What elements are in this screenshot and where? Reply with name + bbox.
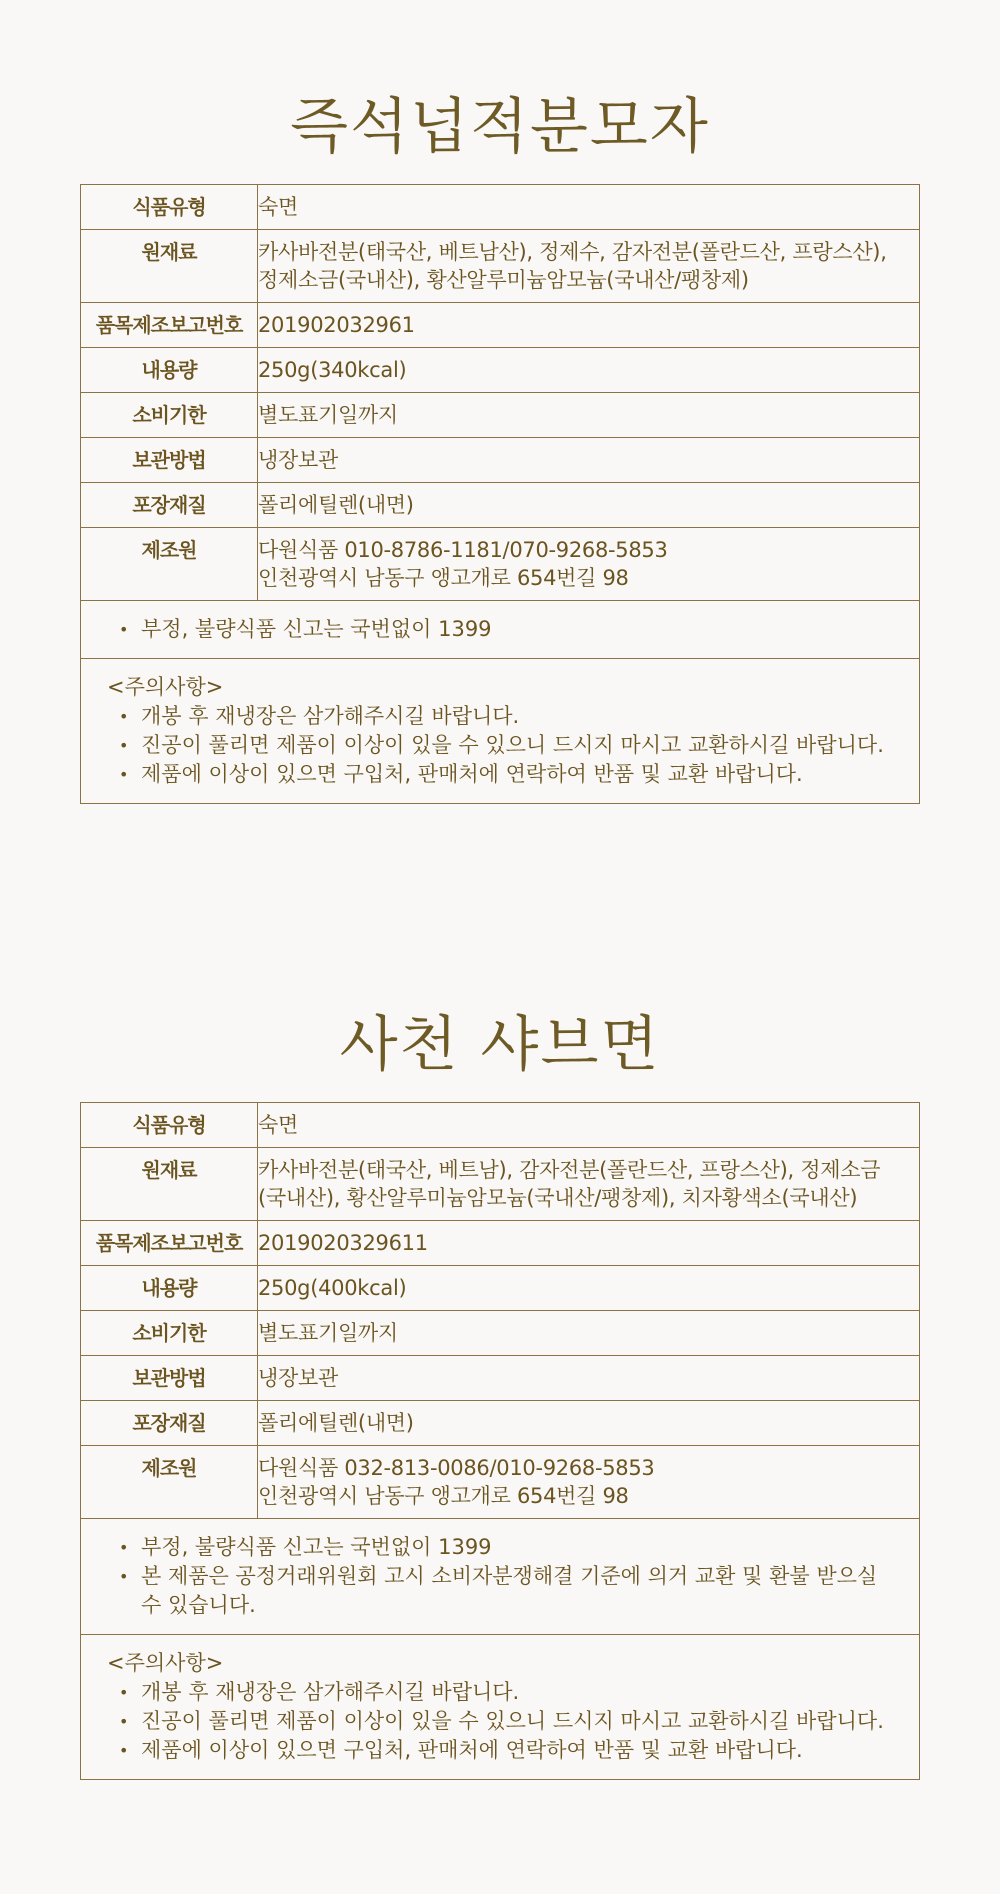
info-row	[81, 393, 920, 438]
caution-cell	[81, 659, 920, 804]
info-value-line: 정제소금(국내산), 황산알루미늄암모늄(국내산/팽창제)	[258, 268, 749, 292]
caution-cell	[81, 1635, 920, 1780]
info-rows	[81, 185, 920, 601]
info-value-line: 별도표기일까지	[258, 403, 398, 427]
info-label: 제조원	[81, 528, 258, 601]
product-section-2	[80, 1010, 920, 1780]
info-value-line: 냉장보관	[258, 1366, 338, 1390]
notice-row	[81, 601, 920, 659]
bullet-item: • 본 제품은 공정거래위원회 고시 소비자분쟁해결 기준에 의거 교환 및 환불 받으실 수 있습니다.	[107, 1562, 895, 1620]
info-row	[81, 1446, 920, 1519]
info-value	[258, 528, 920, 601]
caution-list	[107, 1678, 895, 1765]
info-value-line: 카사바전분(태국산, 베트남), 감자전분(폴란드산, 프랑스산), 정제소금	[258, 1158, 881, 1182]
caution-title: <주의사항>	[107, 1651, 224, 1675]
product-info-table	[80, 1102, 920, 1780]
info-label: 소비기한	[81, 393, 258, 438]
info-row	[81, 1221, 920, 1266]
info-label: 식품유형	[81, 185, 258, 230]
notice-row	[81, 1519, 920, 1635]
info-label: 내용량	[81, 1266, 258, 1311]
notice-list	[107, 615, 895, 644]
info-label: 식품유형	[81, 1103, 258, 1148]
product-title: 즉석넙적분모자	[290, 92, 710, 162]
info-value	[258, 1221, 920, 1266]
bullet-item: • 진공이 풀리면 제품이 이상이 있을 수 있으니 드시지 마시고 교환하시길 바랍니다.	[107, 731, 895, 760]
info-label: 소비기한	[81, 1311, 258, 1356]
info-label: 원재료	[81, 230, 258, 303]
info-value-line: 카사바전분(태국산, 베트남산), 정제수, 감자전분(폴란드산, 프랑스산),	[258, 240, 887, 264]
info-label: 내용량	[81, 348, 258, 393]
info-value-line: 250g(340kcal)	[258, 358, 407, 382]
info-value-line: 인천광역시 남동구 앵고개로 654번길 98	[258, 566, 629, 590]
info-row	[81, 1356, 920, 1401]
bullet-item: • 개봉 후 재냉장은 삼가해주시길 바랍니다.	[107, 1678, 895, 1707]
info-value-line: 250g(400kcal)	[258, 1276, 407, 1300]
info-value	[258, 1266, 920, 1311]
info-value	[258, 393, 920, 438]
info-value	[258, 185, 920, 230]
info-label: 포장재질	[81, 1401, 258, 1446]
bullet-item: • 진공이 풀리면 제품이 이상이 있을 수 있으니 드시지 마시고 교환하시길 바랍니다.	[107, 1707, 895, 1736]
info-row	[81, 438, 920, 483]
info-value-line: 다원식품 010-8786-1181/070-9268-5853	[258, 538, 668, 562]
info-row	[81, 1401, 920, 1446]
info-value	[258, 1103, 920, 1148]
bullet-item: • 제품에 이상이 있으면 구입처, 판매처에 연락하여 반품 및 교환 바랍니다.	[107, 1736, 895, 1765]
bullet-item: • 부정, 불량식품 신고는 국번없이 1399	[107, 1533, 895, 1562]
info-value	[258, 1446, 920, 1519]
product-info-table	[80, 184, 920, 804]
info-value-line: 폴리에틸렌(내면)	[258, 493, 414, 517]
info-row	[81, 230, 920, 303]
info-value	[258, 1311, 920, 1356]
caution-row	[81, 659, 920, 804]
notice-cell	[81, 601, 920, 659]
info-value-line: 다원식품 032-813-0086/010-9268-5853	[258, 1456, 655, 1480]
info-value-line: 폴리에틸렌(내면)	[258, 1411, 414, 1435]
info-label: 품목제조보고번호	[81, 1221, 258, 1266]
caution-row	[81, 1635, 920, 1780]
info-value-line: 인천광역시 남동구 앵고개로 654번길 98	[258, 1484, 629, 1508]
info-row	[81, 1103, 920, 1148]
info-value-line: 2019020329611	[258, 1231, 428, 1255]
info-value	[258, 1148, 920, 1221]
info-row	[81, 483, 920, 528]
info-label: 보관방법	[81, 1356, 258, 1401]
info-value-line: 별도표기일까지	[258, 1321, 398, 1345]
info-row	[81, 1311, 920, 1356]
info-label: 포장재질	[81, 483, 258, 528]
bullet-item: • 개봉 후 재냉장은 삼가해주시길 바랍니다.	[107, 702, 895, 731]
product-title: 사천 샤브면	[339, 1010, 661, 1080]
info-value-line: 냉장보관	[258, 448, 338, 472]
info-row	[81, 303, 920, 348]
info-value	[258, 438, 920, 483]
info-value	[258, 303, 920, 348]
info-row	[81, 528, 920, 601]
info-label: 원재료	[81, 1148, 258, 1221]
info-value-line: 201902032961	[258, 313, 415, 337]
info-row	[81, 1266, 920, 1311]
info-value-line: (국내산), 황산알루미늄암모늄(국내산/팽창제), 치자황색소(국내산)	[258, 1186, 858, 1210]
info-value-line: 숙면	[258, 195, 298, 219]
notice-cell	[81, 1519, 920, 1635]
info-label: 보관방법	[81, 438, 258, 483]
info-label: 품목제조보고번호	[81, 303, 258, 348]
info-value	[258, 1401, 920, 1446]
info-value	[258, 483, 920, 528]
caution-title: <주의사항>	[107, 675, 224, 699]
info-row	[81, 1148, 920, 1221]
info-value	[258, 230, 920, 303]
product-section-1	[80, 92, 920, 804]
info-row	[81, 348, 920, 393]
info-row	[81, 185, 920, 230]
notice-list	[107, 1533, 895, 1620]
bullet-item: • 제품에 이상이 있으면 구입처, 판매처에 연락하여 반품 및 교환 바랍니다.	[107, 760, 895, 789]
info-value-line: 숙면	[258, 1113, 298, 1137]
caution-list	[107, 702, 895, 789]
info-value	[258, 1356, 920, 1401]
info-label: 제조원	[81, 1446, 258, 1519]
bullet-item: • 부정, 불량식품 신고는 국번없이 1399	[107, 615, 895, 644]
info-value	[258, 348, 920, 393]
info-rows	[81, 1103, 920, 1519]
